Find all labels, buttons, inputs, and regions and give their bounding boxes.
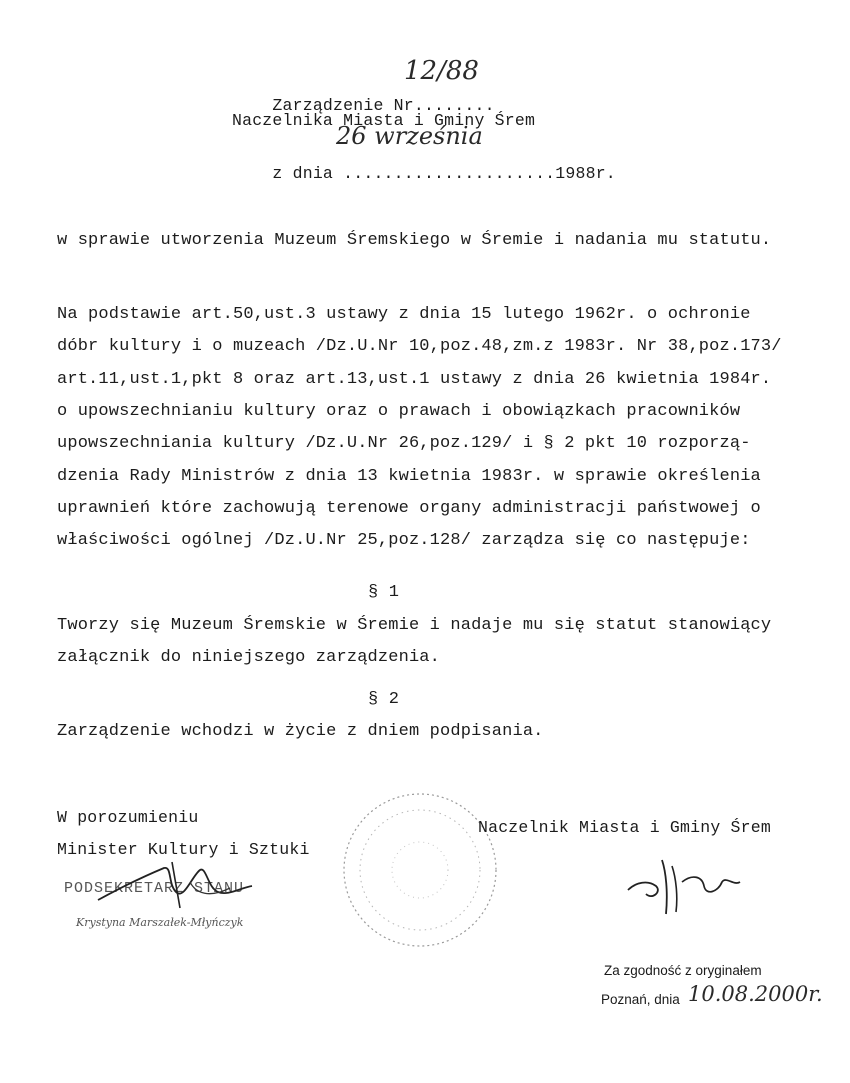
preamble-line: dzenia Rady Ministrów z dnia 13 kwietnia 1983r. w sprawie określenia bbox=[57, 467, 761, 486]
section-1-heading: § 1 bbox=[368, 583, 400, 602]
minister-label: Minister Kultury i Sztuki bbox=[57, 840, 310, 859]
order-number-handwritten: 12/88 bbox=[404, 56, 479, 86]
issuer-line: Naczelnika Miasta i Gminy Śrem bbox=[232, 111, 536, 130]
date-prefix: z dnia bbox=[272, 164, 344, 183]
section-1-line: Tworzy się Muzeum Śremskie w Śremie i nadaje mu się statut stanowiący bbox=[57, 616, 772, 635]
preamble-line: właściwości ogólnej /Dz.U.Nr 25,poz.128/ zarządza się co następuje: bbox=[57, 531, 751, 550]
stamp-name: Krystyna Marszałek-Młyńczyk bbox=[76, 916, 244, 929]
preamble-line: art.11,ust.1,pkt 8 oraz art.13,ust.1 ustawy z dnia 26 kwietnia 1984r. bbox=[57, 370, 772, 389]
section-2-heading: § 2 bbox=[368, 690, 400, 709]
preamble-line: o upowszechnianiu kultury oraz o prawach i obowiązkach pracowników bbox=[57, 402, 741, 421]
order-number-dots: ....... bbox=[423, 96, 495, 115]
certification-text: Za zgodność z oryginałem bbox=[604, 963, 762, 978]
date-handwritten: 26 września bbox=[336, 122, 483, 150]
subject-line: w sprawie utworzenia Muzeum Śremskiego w Śremie i nadania mu statutu. bbox=[57, 231, 772, 250]
mayor-signature bbox=[622, 852, 762, 922]
mayor-label: Naczelnik Miasta i Gminy Śrem bbox=[478, 818, 771, 837]
date-dots: ..................... bbox=[343, 164, 556, 183]
section-1-line: załącznik do niniejszego zarządzenia. bbox=[57, 648, 441, 667]
date-line bbox=[232, 145, 616, 202]
round-official-stamp bbox=[340, 790, 500, 950]
preamble-line: Na podstawie art.50,ust.3 ustawy z dnia 15 lutego 1962r. o ochronie bbox=[57, 305, 751, 324]
certification-place: Poznań, dnia bbox=[601, 992, 680, 1007]
preamble-line: dóbr kultury i o muzeach /Dz.U.Nr 10,poz.48,zm.z 1983r. Nr 38,poz.173/ bbox=[57, 337, 782, 356]
date-year: 1988r. bbox=[555, 164, 616, 183]
section-2-line: Zarządzenie wchodzi w życie z dniem podpisania. bbox=[57, 722, 544, 741]
agreement-label: W porozumieniu bbox=[57, 808, 199, 827]
undersecretary-stamp: PODSEKRETARZ STANU bbox=[64, 880, 245, 897]
preamble-line: upowszechniania kultury /Dz.U.Nr 26,poz.129/ i § 2 pkt 10 rozporzą- bbox=[57, 434, 751, 453]
order-title: Zarządzenie Nr. bbox=[272, 96, 424, 115]
minister-signature bbox=[80, 858, 260, 918]
certification-date-handwritten: 10.08.2000r. bbox=[688, 982, 823, 1006]
preamble-line: uprawnień które zachowują terenowe organy administracji państwowej o bbox=[57, 499, 761, 518]
